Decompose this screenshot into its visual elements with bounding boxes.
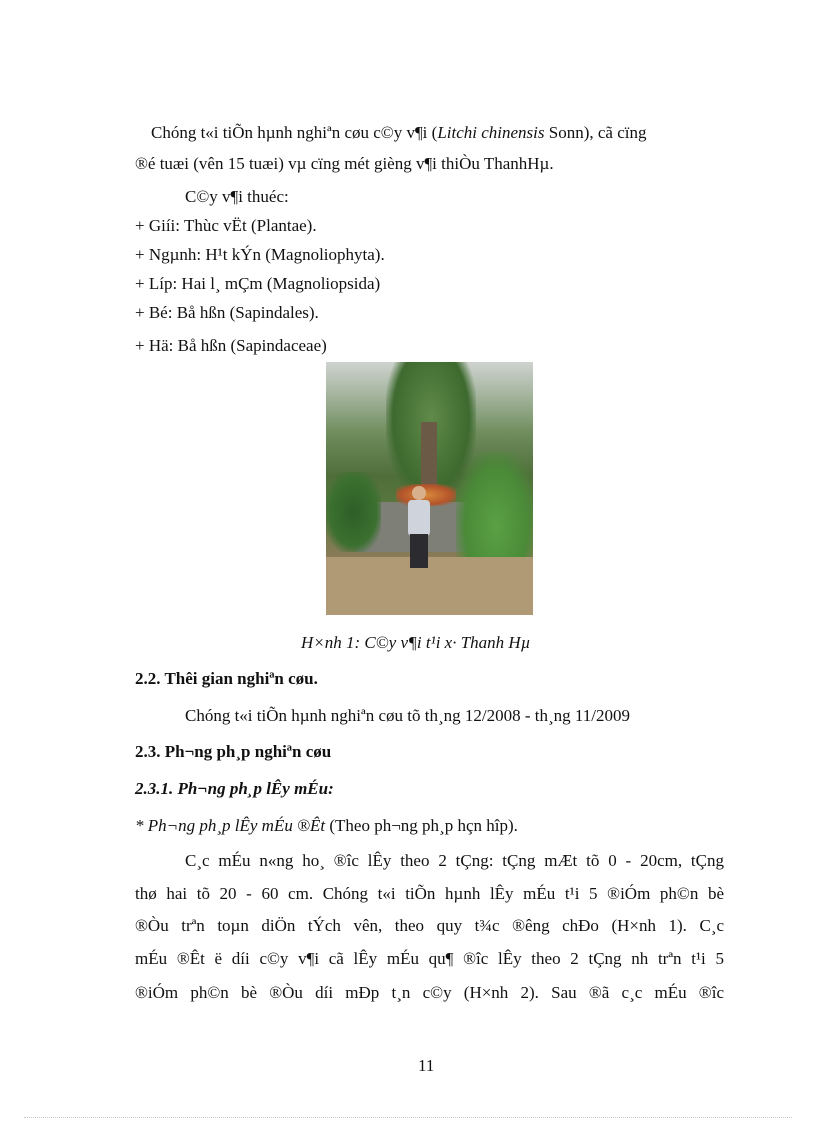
page-bottom-divider — [24, 1117, 792, 1118]
section-2-2-text: Chóng t«i tiÕn hµnh nghiªn cøu tõ th¸ng 12/2008 - th¸ng 11/2009 — [185, 706, 630, 725]
intro-text: Chóng t«i tiÕn hµnh nghiªn cøu c©y v¶i ( — [151, 123, 438, 142]
body-line-2: thø hai tõ 20 - 60 cm. Chóng t«i tiÕn hµnh lÊy mÉu t¹i 5 ®iÓm ph©n bè — [135, 884, 724, 903]
body-line-4: mÉu ®Êt ë díi c©y v¶i cã lÊy mÉu qu¶ ®îc lÊy theo 2 tÇng nh trªn t¹i 5 — [135, 949, 724, 968]
body-line-3: ®Òu trªn toµn diÖn tÝch vên, theo quy t¾c ®êng chÐo (H×nh 1). C¸c — [135, 916, 724, 935]
left-bush — [326, 472, 381, 552]
person-legs — [410, 534, 428, 568]
person-head — [412, 486, 426, 500]
paragraph-intro-line-2: ®é tuæi (vên 15 tuæi) vµ cïng mét gièng v¶i thiÒu ThanhHµ. — [135, 154, 554, 173]
paragraph-intro-line-1 — [151, 122, 647, 144]
sampling-method-title: * Ph¬ng ph¸p lÊy mÉu ®Êt — [135, 816, 326, 835]
classification-kingdom: + Giíi: Thùc vËt (Plantae). — [135, 216, 317, 235]
sampling-method-note: (Theo ph¬ng ph¸p hçn hîp). — [325, 816, 518, 835]
page-number: 11 — [418, 1056, 435, 1075]
person-body — [408, 500, 430, 536]
body-line-1: C¸c mÉu n«ng ho¸ ®îc lÊy theo 2 tÇng: tÇng mÆt tõ 0 - 20cm, tÇng — [185, 851, 724, 870]
classification-division: + Ngµnh: H¹t kÝn (Magnoliophyta). — [135, 245, 385, 264]
classification-intro: C©y v¶i thuéc: — [185, 187, 289, 206]
body-line-5: ®iÓm ph©n bè ®Òu díi mÐp t¸n c©y (H×nh 2). Sau ®ã c¸c mÉu ®îc — [135, 983, 724, 1002]
ground — [326, 557, 533, 615]
sampling-method-line — [135, 815, 518, 837]
figure-caption: H×nh 1: C©y v¶i t¹i x· Thanh Hµ — [301, 633, 531, 652]
intro-text-end: Sonn), cã cïng — [544, 123, 647, 142]
classification-order: + Bé: Bå hßn (Sapindales). — [135, 303, 319, 322]
species-name: Litchi chinensis — [437, 123, 545, 142]
section-2-3-1-heading: 2.3.1. Ph¬ng ph¸p lÊy mÉu: — [135, 779, 334, 798]
lychee-tree-photo — [326, 362, 533, 615]
classification-class: + Líp: Hai l¸ mÇm (Magnoliopsida) — [135, 274, 381, 293]
section-2-2-heading: 2.2. Thêi gian nghiªn cøu. — [135, 669, 318, 688]
section-2-3-heading: 2.3. Ph¬ng ph¸p nghiªn cøu — [135, 742, 332, 761]
classification-family: + Hä: Bå hßn (Sapindaceae) — [135, 336, 327, 355]
